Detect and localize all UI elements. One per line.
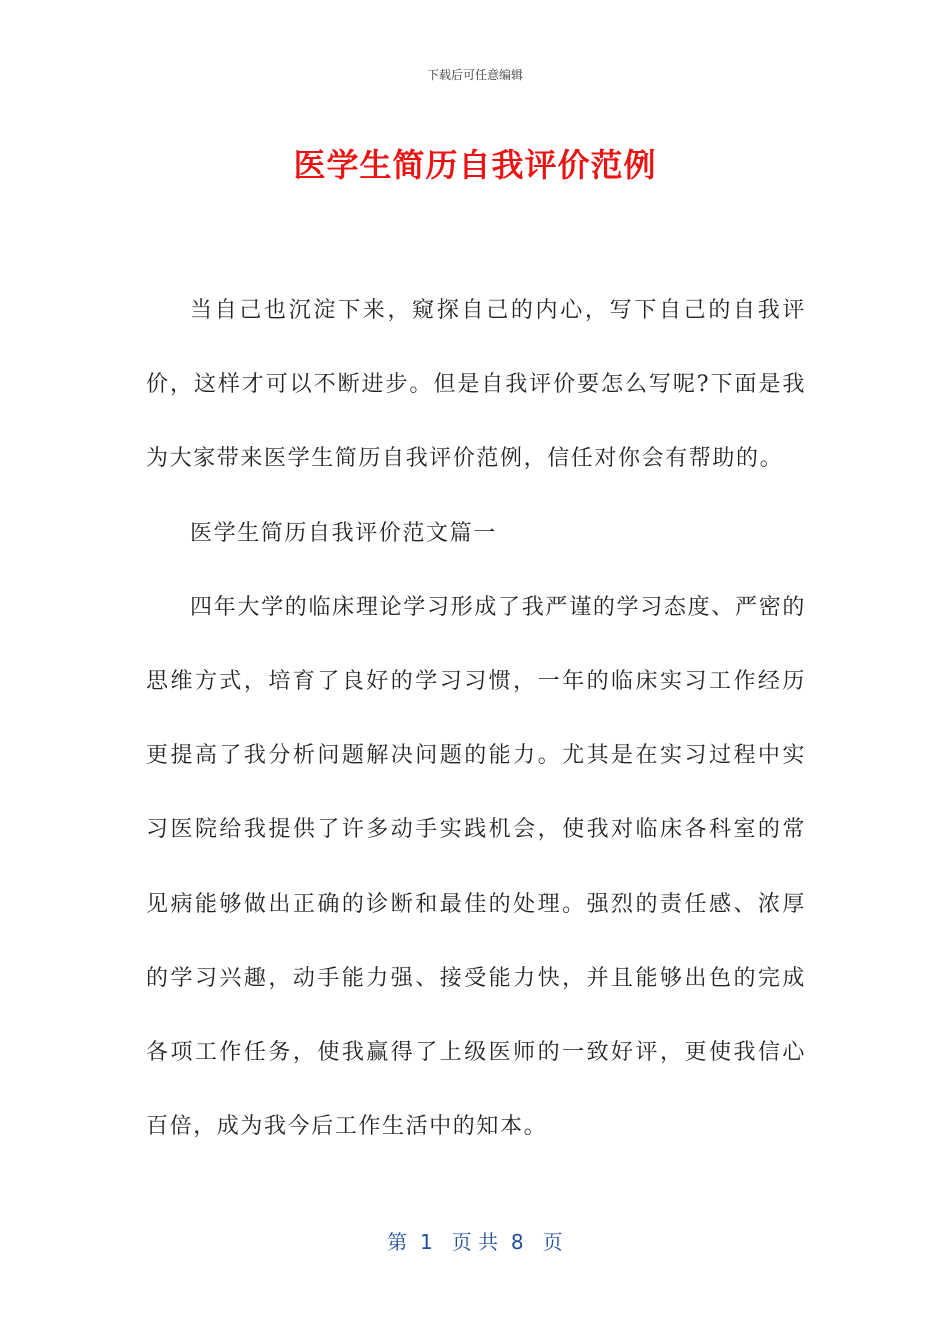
document-body (146, 274, 806, 1164)
intro-paragraph: 当自己也沉淀下来，窥探自己的内心，写下自己的自我评价，这样才可以不断进步。但是自我评价要怎么写呢?下面是我为大家带来医学生简历自我评价范例，信任对你会有帮助的。 (146, 298, 806, 472)
document-title: 医学生简历自我评价范例 (293, 146, 657, 184)
section-heading: 医学生简历自我评价范文篇一 (190, 520, 497, 546)
page-number-footer: 第 1 页 共 8 页 (387, 1230, 563, 1254)
header-note: 下载后可任意编辑 (426, 68, 523, 82)
body-paragraph: 四年大学的临床理论学习形成了我严谨的学习态度、严密的思维方式，培育了良好的学习习惯，一年的临床实习工作经历更提高了我分析问题解决问题的能力。尤其是在实习过程中实习医院给我提供了许多动手实践机会，使我对临床各科室的常见病能够做出正确的诊断和最佳的处理。强烈的责任感、浓厚的学习兴趣，动手能力强、接受能力快，并且能够出色的完成各项工作任务，使我赢得了上级医师的一致好评，更使我信心百倍，成为我今后工作生活中的知本。 (146, 594, 806, 1140)
